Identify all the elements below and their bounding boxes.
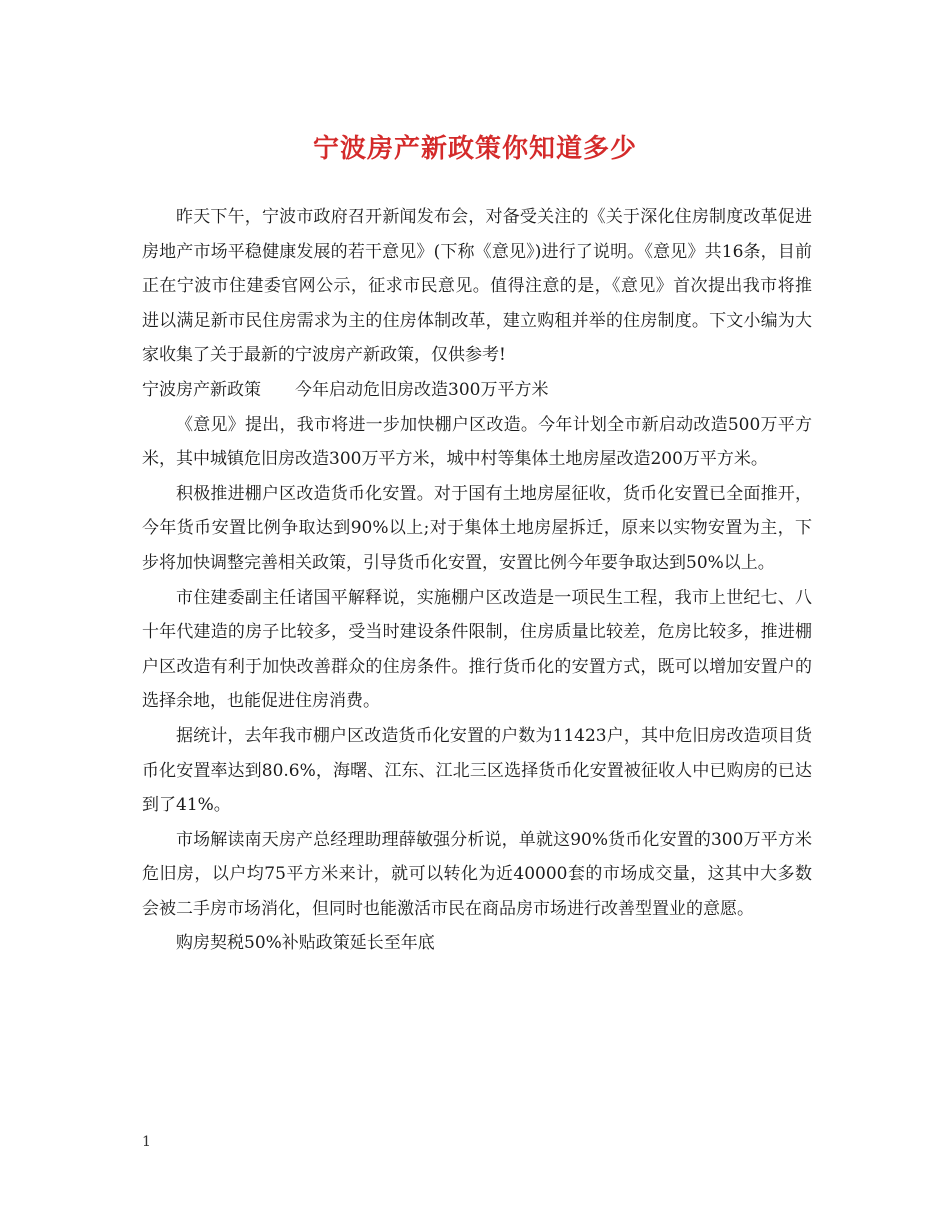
- document-body: [142, 200, 812, 961]
- paragraph-renovation-plan: 《意见》提出，我市将进一步加快棚户区改造。今年计划全市新启动改造500万平方米，其中城镇危旧房改造300万平方米，城中村等集体土地房屋改造200万平方米。: [142, 414, 812, 470]
- section-heading-line: 宁波房产新政策 今年启动危旧房改造300万平方米: [142, 379, 549, 400]
- paragraph-monetized-resettlement: 积极推进棚户区改造货币化安置。对于国有土地房屋征收，货币化安置已全面推开，今年货币安置比例争取达到90%以上;对于集体土地房屋拆迁，原来以实物安置为主，下步将加快调整完善相关政策，引导货币化安置，安置比例今年要争取达到50%以上。: [142, 483, 812, 573]
- paragraph-intro: 昨天下午，宁波市政府召开新闻发布会，对备受关注的《关于深化住房制度改革促进房地产市场平稳健康发展的若干意见》(下称《意见》)进行了说明。《意见》共16条，目前正在宁波市住建委官网公示，征求市民意见。值得注意的是，《意见》首次提出我市将推进以满足新市民住房需求为主的住房体制改革，建立购租并举的住房制度。下文小编为大家收集了关于最新的宁波房产新政策，仅供参考!: [142, 207, 812, 366]
- page-number: 1: [142, 1134, 151, 1150]
- paragraph-market-analysis: 市场解读南天房产总经理助理薛敏强分析说，单就这90%货币化安置的300万平方米危旧房，以户均75平方米来计，就可以转化为近40000套的市场成交量，这其中大多数会被二手房市场消化，但同时也能激活市民在商品房市场进行改善型置业的意愿。: [142, 829, 812, 919]
- paragraph-official-explanation: 市住建委副主任诸国平解释说，实施棚户区改造是一项民生工程，我市上世纪七、八十年代建造的房子比较多，受当时建设条件限制，住房质量比较差，危房比较多，推进棚户区改造有利于加快改善群众的住房条件。推行货币化的安置方式，既可以增加安置户的选择余地，也能促进住房消费。: [142, 587, 812, 712]
- document-title: 宁波房产新政策你知道多少: [312, 134, 637, 164]
- paragraph-subsidy-heading: 购房契税50%补贴政策延长至年底: [176, 933, 435, 954]
- paragraph-statistics: 据统计，去年我市棚户区改造货币化安置的户数为11423户，其中危旧房改造项目货币化安置率达到80.6%，海曙、江东、江北三区选择货币化安置被征收人中已购房的已达到了41%。: [142, 725, 812, 816]
